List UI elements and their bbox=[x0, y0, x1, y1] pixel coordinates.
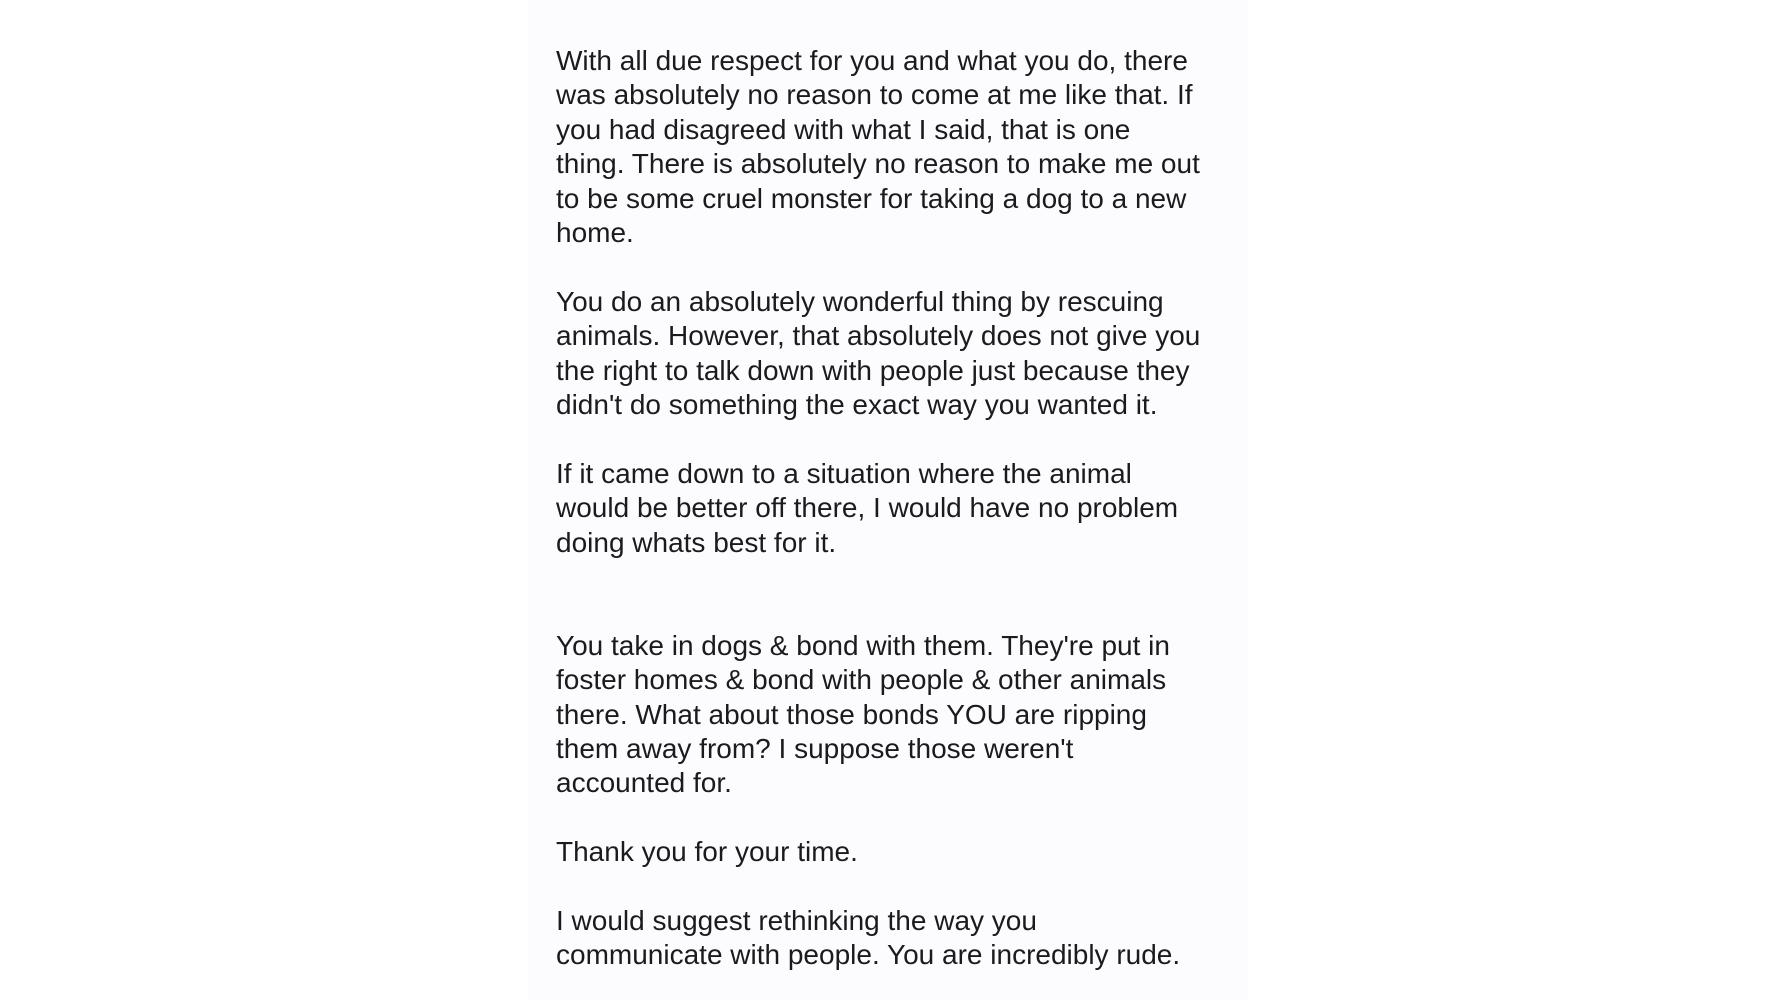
message-body bbox=[556, 44, 1236, 973]
message-panel bbox=[528, 0, 1248, 1000]
paragraph-gap bbox=[556, 250, 1236, 284]
message-paragraph-3: If it came down to a situation where the animal would be better off there, I would have no problem doing whats best for it. bbox=[556, 457, 1179, 558]
message-paragraph-4: You take in dogs & bond with them. They're put in foster homes & bond with people & other animals there. What about those bonds YOU are ripping them away from? I suppose those weren't accounted for. bbox=[556, 629, 1170, 799]
message-paragraph-6: I would suggest rethinking the way you communicate with people. You are incredibly rude. bbox=[556, 905, 1181, 971]
paragraph-gap bbox=[556, 801, 1236, 835]
paragraph-gap bbox=[556, 422, 1236, 456]
paragraph-gap bbox=[556, 870, 1236, 904]
message-paragraph-2: You do an absolutely wonderful thing by rescuing animals. However, that absolutely does not give you the right to talk down with people just because they didn't do something the exact way you wanted it. bbox=[556, 285, 1201, 421]
paragraph-gap-large bbox=[556, 560, 1236, 629]
message-paragraph-5: Thank you for your time. bbox=[556, 836, 858, 868]
message-paragraph-1: With all due respect for you and what you do, there was absolutely no reason to come at me like that. If you had disagreed with what I said, that is one thing. There is absolutely no reason to make me out to be some cruel monster for taking a dog to a new home. bbox=[556, 45, 1200, 249]
